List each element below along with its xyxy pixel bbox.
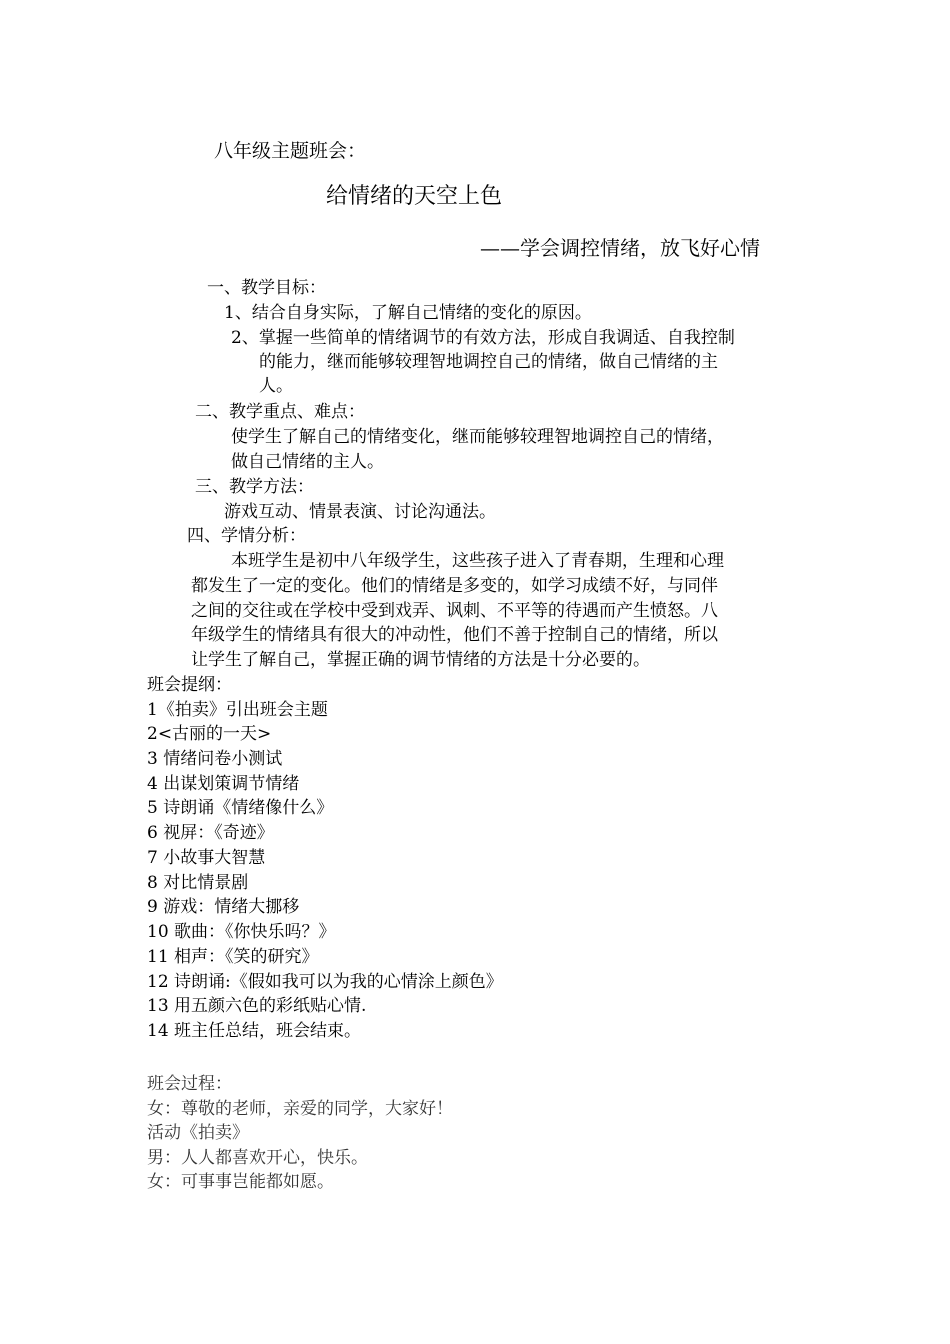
outline-item: 11 相声：《笑的研究》 xyxy=(147,947,319,967)
document-subtitle: ——学会调控情绪，放飞好心情 xyxy=(480,236,760,260)
document-title: 给情绪的天空上色 xyxy=(326,184,503,209)
objective-item-1: 1、结合自身实际，了解自己情绪的变化的原因。 xyxy=(224,303,592,323)
outline-item: 4 出谋划策调节情绪 xyxy=(147,774,300,794)
analysis-line: 本班学生是初中八年级学生，这些孩子进入了青春期，生理和心理 xyxy=(231,551,724,571)
section-heading-analysis: 四、学情分析： xyxy=(187,526,306,546)
section-heading-objectives: 一、教学目标： xyxy=(207,278,326,298)
outline-item: 13 用五颜六色的彩纸贴心情. xyxy=(147,996,367,1016)
outline-item: 1《拍卖》引出班会主题 xyxy=(147,700,328,720)
outline-item: 9 游戏：情绪大挪移 xyxy=(147,897,300,917)
outline-item: 7 小故事大智慧 xyxy=(147,848,266,868)
analysis-line: 让学生了解自己，掌握正确的调节情绪的方法是十分必要的。 xyxy=(191,650,650,670)
objective-item-2-line: 人。 xyxy=(259,376,293,396)
outline-item: 10 歌曲：《你快乐吗？》 xyxy=(147,922,336,942)
analysis-line: 年级学生的情绪具有很大的冲动性，他们不善于控制自己的情绪，所以 xyxy=(191,625,718,645)
section-heading-methods: 三、教学方法： xyxy=(195,477,314,497)
process-heading: 班会过程： xyxy=(147,1074,232,1094)
document-header: 八年级主题班会： xyxy=(214,140,367,162)
outline-heading: 班会提纲： xyxy=(147,675,232,695)
outline-item: 3 情绪问卷小测试 xyxy=(147,749,283,769)
outline-item: 2<古丽的一天> xyxy=(147,724,272,744)
outline-item: 6 视屏：《奇迹》 xyxy=(147,823,274,843)
outline-item: 5 诗朗诵《情绪像什么》 xyxy=(147,798,334,818)
methods-line: 游戏互动、情景表演、讨论沟通法。 xyxy=(224,502,496,522)
analysis-line: 之间的交往或在学校中受到戏弄、讽刺、不平等的待遇而产生愤怒。八 xyxy=(191,601,718,621)
process-line: 女：尊敬的老师，亲爱的同学，大家好！ xyxy=(147,1099,453,1119)
section-heading-key-points: 二、教学重点、难点： xyxy=(195,402,365,422)
outline-item: 8 对比情景剧 xyxy=(147,873,249,893)
process-line: 女：可事事岂能都如愿。 xyxy=(147,1172,334,1192)
process-line: 男：人人都喜欢开心，快乐。 xyxy=(147,1148,368,1168)
process-line: 活动《拍卖》 xyxy=(147,1123,249,1143)
key-points-line: 做自己情绪的主人。 xyxy=(231,452,384,472)
analysis-line: 都发生了一定的变化。他们的情绪是多变的，如学习成绩不好，与同伴 xyxy=(191,576,718,596)
outline-item: 14 班主任总结，班会结束。 xyxy=(147,1021,362,1041)
objective-item-2-line: 的能力，继而能够较理智地调控自己的情绪，做自己情绪的主 xyxy=(259,352,718,372)
objective-item-2-line: 2、掌握一些简单的情绪调节的有效方法，形成自我调适、自我控制 xyxy=(231,328,735,348)
key-points-line: 使学生了解自己的情绪变化，继而能够较理智地调控自己的情绪， xyxy=(231,427,724,447)
outline-item: 12 诗朗诵:《假如我可以为我的心情涂上颜色》 xyxy=(147,972,503,992)
